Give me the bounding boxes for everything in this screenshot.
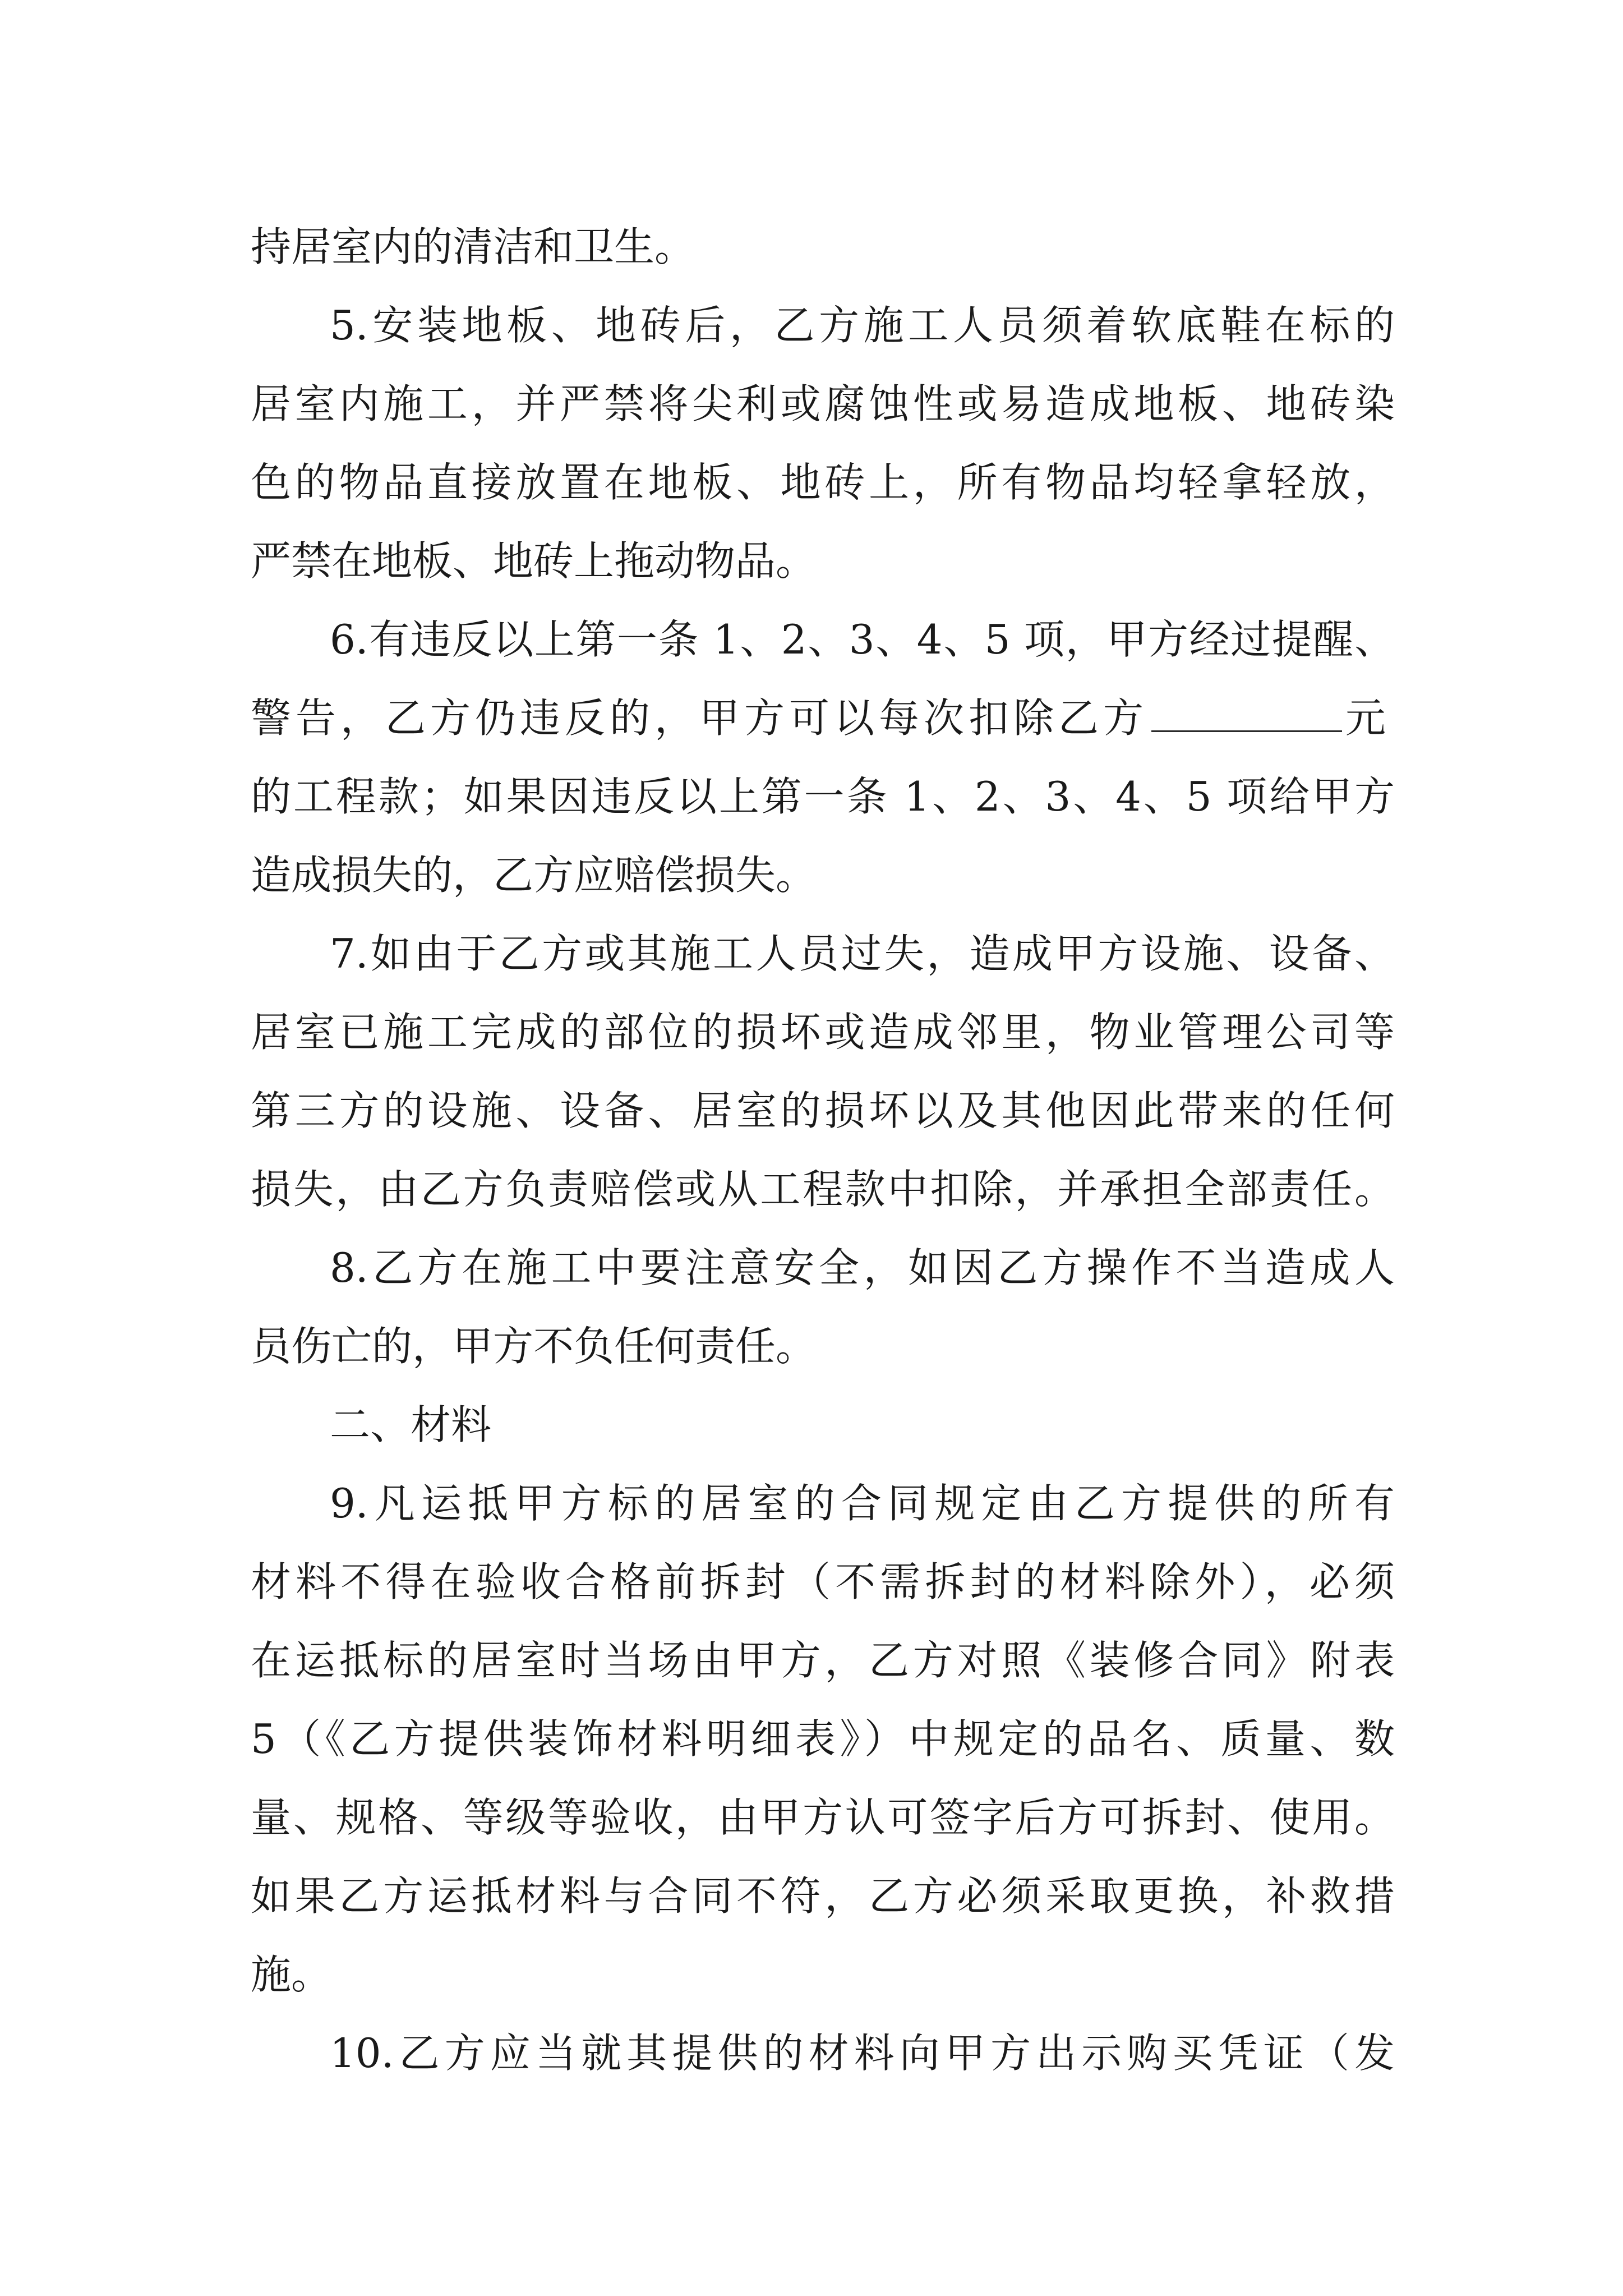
- text-line-23: 施。: [251, 1951, 332, 1998]
- text-line-13: 损失，由乙方负责赔偿或从工程款中扣除，并承担全部责任。: [251, 1166, 1395, 1213]
- section-heading-materials: 二、材料: [330, 1401, 492, 1448]
- text-line-4: 色的物品直接放置在地板、地砖上，所有物品均轻拿轻放，: [251, 459, 1395, 506]
- text-line-11: 居室已施工完成的部位的损坏或造成邻里，物业管理公司等: [251, 1009, 1395, 1056]
- text-line-19: 在运抵标的居室时当场由甲方，乙方对照《装修合同》附表: [251, 1637, 1395, 1684]
- text-line-20: 5（《乙方提供装饰材料明细表》）中规定的品名、质量、数: [251, 1715, 1395, 1763]
- text-line-7-part-1: 警告，乙方仍违反的，甲方可以每次扣除乙方: [251, 694, 1149, 742]
- text-line-12: 第三方的设施、设备、居室的损坏以及其他因此带来的任何: [251, 1087, 1395, 1134]
- text-line-3: 居室内施工，并严禁将尖利或腐蚀性或易造成地板、地砖染: [251, 380, 1395, 427]
- text-line-21: 量、规格、等级等验收，由甲方认可签字后方可拆封、使用。: [251, 1794, 1395, 1841]
- text-line-1: 持居室内的清洁和卫生。: [251, 223, 695, 270]
- text-line-7-part-2: 元: [1345, 694, 1386, 742]
- text-line-5: 严禁在地板、地砖上拖动物品。: [251, 537, 817, 585]
- text-line-22: 如果乙方运抵材料与合同不符，乙方必须采取更换，补救措: [251, 1872, 1395, 1920]
- text-line-18: 材料不得在验收合格前拆封（不需拆封的材料除外），必须: [251, 1558, 1395, 1605]
- amount-blank: [1151, 697, 1342, 732]
- text-line-15: 员伤亡的，甲方不负任何责任。: [251, 1323, 817, 1370]
- text-line-2: 5.安装地板、地砖后，乙方施工人员须着软底鞋在标的: [330, 302, 1395, 349]
- text-line-6: 6.有违反以上第一条 1、2、3、4、5 项，甲方经过提醒、: [330, 616, 1395, 663]
- text-line-10: 7.如由于乙方或其施工人员过失，造成甲方设施、设备、: [330, 930, 1395, 977]
- text-line-17: 9.凡运抵甲方标的居室的合同规定由乙方提供的所有: [330, 1480, 1395, 1527]
- text-line-9: 造成损失的，乙方应赔偿损失。: [251, 852, 817, 899]
- text-line-7: [251, 679, 1395, 757]
- text-line-14: 8.乙方在施工中要注意安全，如因乙方操作不当造成人: [330, 1244, 1395, 1291]
- text-line-24: 10.乙方应当就其提供的材料向甲方出示购买凭证（发: [330, 2030, 1395, 2077]
- text-line-8: 的工程款；如果因违反以上第一条 1、2、3、4、5 项给甲方: [251, 773, 1395, 820]
